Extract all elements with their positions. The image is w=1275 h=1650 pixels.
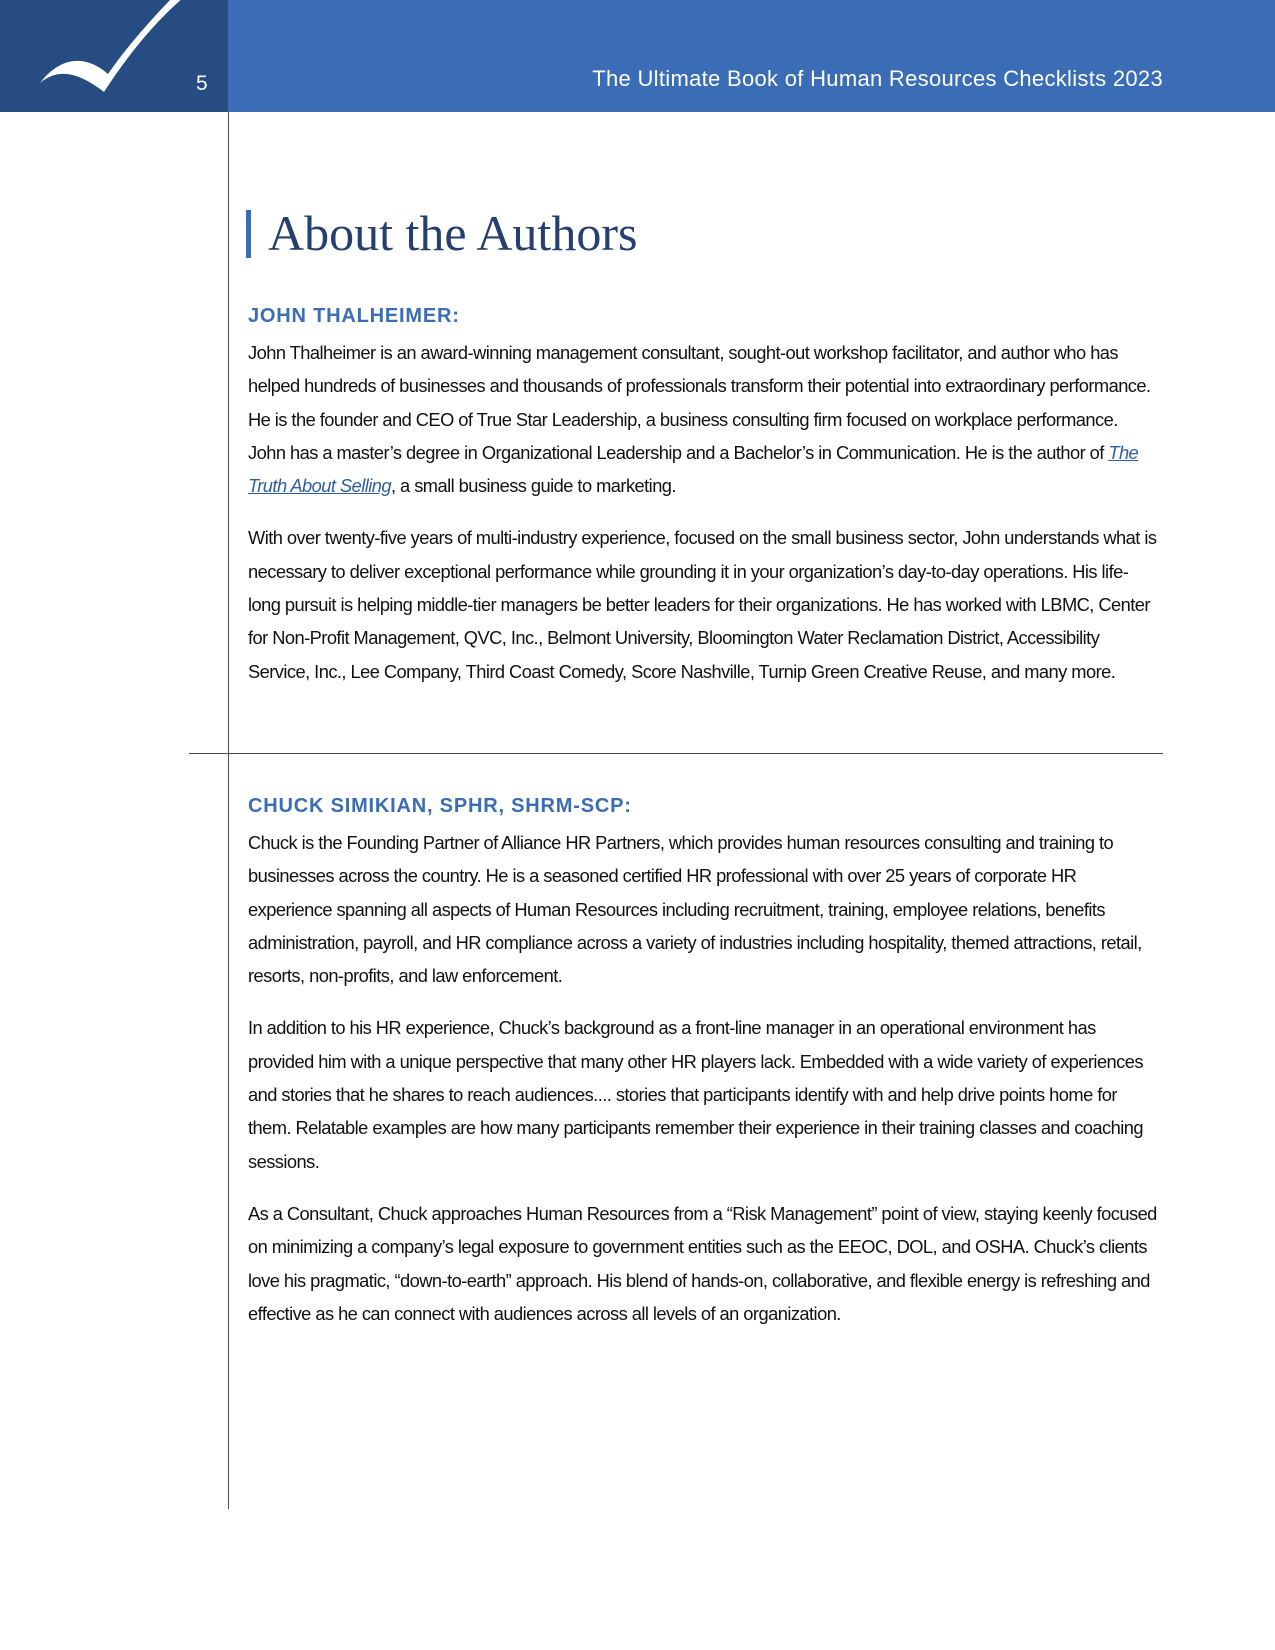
author-bio-paragraph: In addition to his HR experience, Chuck’s background as a front-line manager in an operational environment has provided him with a unique perspective that many other HR players lack. Embedded with a wide variety of experiences and stories that he shares to reach audiences.... stories that participants identify with and help drive points home for them. Relatable examples are how many participants remember their experience in their training classes and coaching sessions. bbox=[248, 1017, 1143, 1172]
book-title-link[interactable]: The Truth About Selling bbox=[248, 441, 1139, 497]
running-title: The Ultimate Book of Human Resources Checklists 2023 bbox=[592, 66, 1163, 91]
author-bio-paragraph: Chuck is the Founding Partner of Alliance HR Partners, which provides human resources consulting and training to businesses across the country. He is a seasoned certified HR professional with over 25 years of corporate HR experience spanning all aspects of Human Resources including recruitment, training, employee relations, benefits administration, payroll, and HR compliance across a variety of industries including hospitality, themed attractions, retail, resorts, non-profits, and law enforcement. bbox=[248, 832, 1142, 987]
author-bio-paragraph: As a Consultant, Chuck approaches Human Resources from a “Risk Management” point of view, staying keenly focused on minimizing a company’s legal exposure to government entities such as the EEOC, DOL, and OSHA. Chuck’s clients love his pragmatic, “down-to-earth” approach. His blend of hands-on, collaborative, and flexible energy is refreshing and effective as he can connect with audiences across all levels of an organization. bbox=[248, 1202, 1157, 1324]
author-section-simikian bbox=[248, 792, 1158, 1349]
author-bio-paragraph bbox=[248, 336, 1158, 502]
page-title: About the Authors bbox=[268, 205, 638, 261]
page-number: 5 bbox=[196, 72, 208, 95]
author-section-thalheimer bbox=[248, 302, 1158, 707]
author-name: JOHN THALHEIMER: bbox=[248, 305, 460, 327]
author-name: CHUCK SIMIKIAN, SPHR, SHRM-SCP: bbox=[248, 795, 632, 817]
heading-accent-bar bbox=[246, 210, 251, 258]
author-bio-paragraph: With over twenty-five years of multi-industry experience, focused on the small business sector, John understands what is necessary to deliver exceptional performance while grounding it in your organization’s day-to-day operations. His life-long pursuit is helping middle-tier managers be better leaders for their organizations. He has worked with LBMC, Center for Non-Profit Management, QVC, Inc., Belmont University, Bloomington Water Reclamation District, Accessibility Service, Inc., Lee Company, Third Coast Comedy, Score Nashville, Turnip Green Creative Reuse, and many more. bbox=[248, 527, 1157, 682]
checkmark-icon bbox=[0, 0, 228, 112]
header-corner-block bbox=[0, 0, 228, 112]
bio-text: , a small business guide to marketing. bbox=[391, 475, 676, 497]
section-divider bbox=[189, 753, 1163, 754]
bio-text: John Thalheimer is an award-winning management consultant, sought-out workshop facilitator, and author who has helped hundreds of businesses and thousands of professionals transform their potential into extraordinary performance. He is the founder and CEO of True Star Leadership, a business consulting firm focused on workplace performance. John has a master’s degree in Organizational Leadership and a Bachelor’s in Communication. He is the author of bbox=[248, 342, 1151, 463]
header-band bbox=[0, 0, 1275, 112]
vertical-divider bbox=[228, 112, 229, 1509]
